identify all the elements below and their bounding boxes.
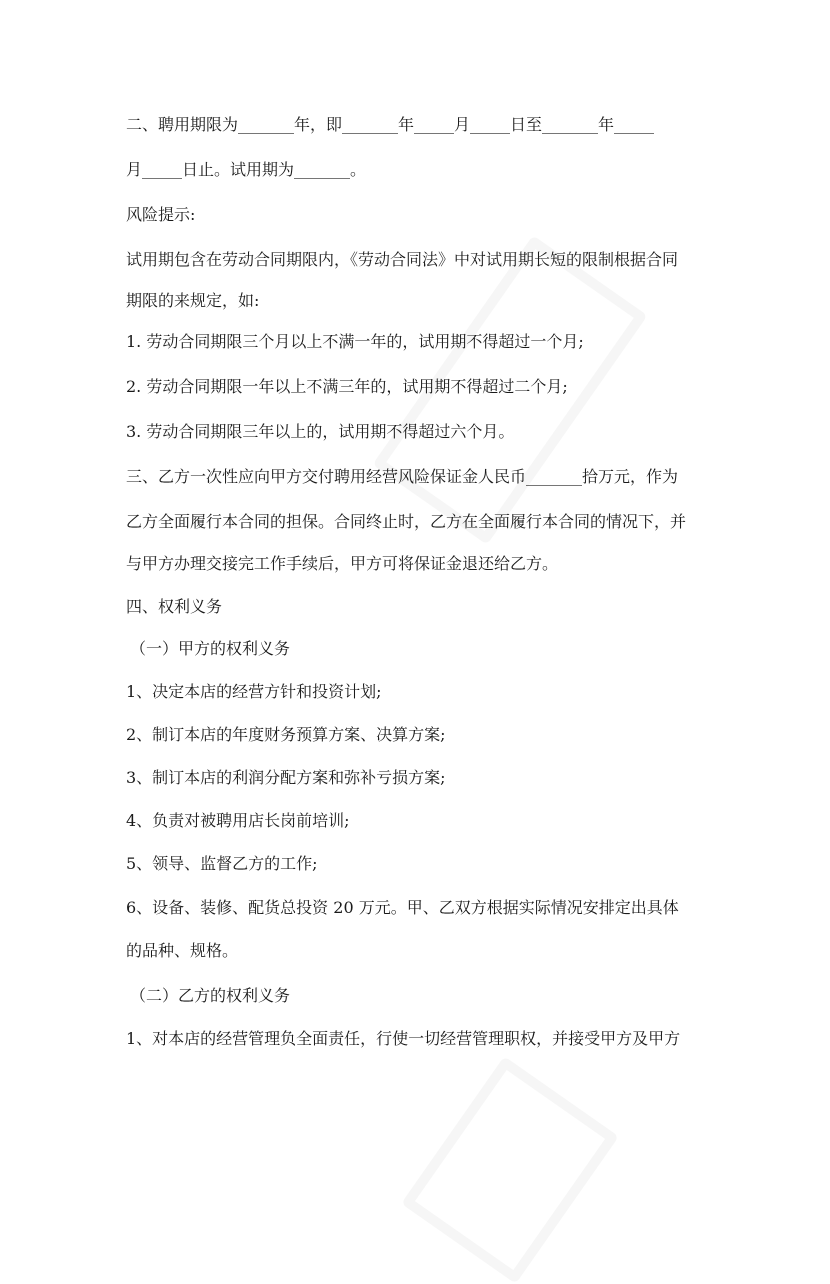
party-a-heading: （一）甲方的权利义务 <box>130 639 291 658</box>
clause-2-term: 二、聘用期限为_______年，即_______年_____月_____日至_______年_____ <box>126 115 655 134</box>
party-a-item-3: 3、制订本店的利润分配方案和弥补亏损方案; <box>126 768 446 787</box>
party-b-item-1: 1、对本店的经营管理负全面责任，行使一切经营管理职权，并接受甲方及甲方 <box>126 1029 681 1048</box>
clause-4-heading: 四、权利义务 <box>126 597 223 616</box>
party-a-item-6-cont: 的品种、规格。 <box>126 941 239 960</box>
risk-tip-text-cont: 期限的来规定，如: <box>126 291 260 310</box>
risk-tip-heading: 风险提示: <box>126 205 196 224</box>
clause-3-deposit: 三、乙方一次性应向甲方交付聘用经营风险保证金人民币_______拾万元，作为 <box>126 467 679 486</box>
party-a-item-5: 5、领导、监督乙方的工作; <box>126 854 318 873</box>
risk-tip-text: 试用期包含在劳动合同期限内，《劳动合同法》中对试用期长短的限制根据合同 <box>126 250 679 269</box>
risk-item-1: 1. 劳动合同期限三个月以上不满一年的，试用期不得超过一个月; <box>126 332 584 351</box>
risk-item-3: 3. 劳动合同期限三年以上的，试用期不得超过六个月。 <box>126 422 515 441</box>
party-b-heading: （二）乙方的权利义务 <box>130 986 291 1005</box>
watermark <box>401 1056 619 1284</box>
risk-item-2: 2. 劳动合同期限一年以上不满三年的，试用期不得超过二个月; <box>126 377 568 396</box>
clause-2-term-cont: 月_____日止。试用期为_______。 <box>126 160 367 179</box>
party-a-item-1: 1、决定本店的经营方针和投资计划; <box>126 682 382 701</box>
party-a-item-6: 6、设备、装修、配货总投资 20 万元。甲、乙双方根据实际情况安排定出具体 <box>126 898 679 917</box>
clause-3-deposit-cont: 与甲方办理交接完工作手续后，甲方可将保证金退还给乙方。 <box>126 554 559 573</box>
clause-3-deposit-cont: 乙方全面履行本合同的担保。合同终止时，乙方在全面履行本合同的情况下，并 <box>126 512 687 531</box>
party-a-item-2: 2、制订本店的年度财务预算方案、决算方案; <box>126 725 446 744</box>
party-a-item-4: 4、负责对被聘用店长岗前培训; <box>126 811 350 830</box>
